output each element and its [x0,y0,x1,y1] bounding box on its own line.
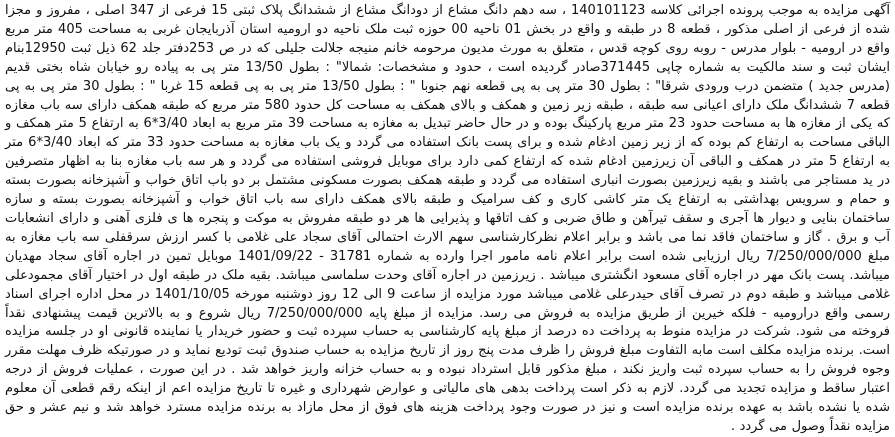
auction-notice-text: آگهی مزایده به موجب پرونده اجرائی کلاسه 140101123 ، سه دهم دانگ مشاع از دودانگ مشاع از ششدانگ پلاک ثبتی 15 فرعی از 347 اصلی ، مفروز و مجزا شده از فرعی از اصلی مذکور ، قطعه 8 در طبقه و واقع در بخش 01 ناحیه 00 حوزه ثبت ملک ناحیه دو ارومیه استان آذربایجان غربی به مساحت 405 متر مربع واقع در ارومیه - بلوار مدرس - روبه روی کوچه قدس ، متعلق به مورث مدیون مرحومه خانم منیجه جلالت جلیلی که در ص 253دفتر جلد 62 ذیل ثبت 12950بنام ایشان ثبت و سند مالکیت به شماره چاپی 371445صادر گردیده است ، حدود و مشخصات: شمالا" : بطول 13/50 متر پی به پیاده رو خیابان شاه بختی قدیم (مدرس جدید ) متضمن درب ورودی شرقا" : بطول 30 متر پی به پی قطعه نهم جنوبا " : بطول 13/50 متر پی به پی قطعه 15 غربا " : بطول 30 متر پی به پی قطعه 7 ششدانگ ملک دارای اعیانی سه طبقه ، طبقه زیر زمین و همکف و بالای همکف به مساحت کل حدود 580 متر مربع که طبقه همکف دارای سه باب مغازه که یکی از مغازه ها به مساحت حدود 23 متر مربع پارکینگ بوده و در حال حاضر تبدیل به مغازه به مساحت 39 متر مربع به ابعاد 3/40*6 به ارتفاع 5 متر همکف و الباقی مساحت به ارتفاع کم بوده که از زیر زمین ادغام شده و برای پست بانک استفاده می گردد و یک باب مغازه به مساحت حدود 33 متر که ابعاد 3/40*6 متر به ارتفاع 5 متر در همکف و الباقی آن زیرزمین ادغام شده که ارتفاع کمی دارد برای موبایل فروشی استفاده می گردد و هر سه باب مغازه بنا به اظهار متصرفین در ید مستاجر می باشند و بقیه زیرزمین بصورت انباری استفاده می گردد و طبقه همکف بصورت مسکونی مشتمل بر دو باب اتاق خواب و آشپزخانه بصورت بسته و حمام و سرویس بهداشتی به ارتفاع یک متر کاشی کاری و کف سرامیک و طبقه بالای همکف دارای سه باب اتاق خواب و آشپزخانه بصورت بسته و سازه ساختمان بنایی و دیوار ها آجری و سقف تیرآهن و طاق ضربی و کف اتاقها و پذیرایی ها هر دو طبقه مفروش به موکت و پنجره ها ی فلزی آهنی و دارای انشعابات آب و برق . گاز و ساختمان فاقد نما می باشد و برابر اعلام نظرکارشناسی سهم الارث احتمالی آقای سجاد علی غلامی با کسر ارزش سرقفلی سه باب مغازه به مبلغ 7/250/000/000 ریال ارزیابی شده است برابر اعلام نامه مامور اجرا وارده به شماره 31781 - 1401/09/22 موبایل تمین در اجاره آقای سجاد مهدیان میباشد. پست بانک مهر در اجاره آقای مسعود انگشتری میباشد . زیرزمین در اجاره آقای وحدت سلماسی میباشد. بقیه ملک در طبقه اول در اختیار آقای مجمودعلی غلامی میباشد و طبقه دوم در تصرف آقای حیدرعلی غلامی میباشد مورد مزایده از ساعت 9 الی 12 روز دوشنبه مورخه 1401/10/05 در محل اداره اجرای اسناد رسمی واقع درارومیه - فلکه خیرین از طریق مزایده به فروش می رسد. مزایده از مبلغ پایه 7/250/000/000 ریال شروع و به بالاترین قیمت پیشنهادی نقداً فروخته می شود. شرکت در مزایده منوط به پرداخت ده درصد از مبلغ پایه کارشناسی به حساب سپرده ثبت و حضور خریدار یا نماینده قانونی او در جلسه مزایده است. برنده مزایده مکلف است مابه التفاوت مبلغ فروش را ظرف مدت پنج روز از تاریخ مزایده به حساب صندوق ثبت تودیع نماید و در صورتیکه ظرف مهلت مقرر وجوه فروش را به حساب سپرده ثبت واریز نکند ، مبلغ مذکور قابل استرداد نبوده و به حساب خزانه واریز خواهد شد . در این صورت ، عملیات فروش از درجه اعتبار ساقط و مزایده تجدید می گردد. لازم به ذکر است پرداخت بدهی های مالیاتی و عوارض شهرداری و غیره تا تاریخ مزایده اعم از اینکه رقم قطعی آن معلوم شده یا نشده باشد به عهده برنده مزایده است و نیز در صورت وجود پرداخت هزینه های فوق از محل مازاد به برنده مزایده مسترد خواهد شد و نیم عشر و حق مزایده نقداً وصول می گردد . [5,3,891,434]
